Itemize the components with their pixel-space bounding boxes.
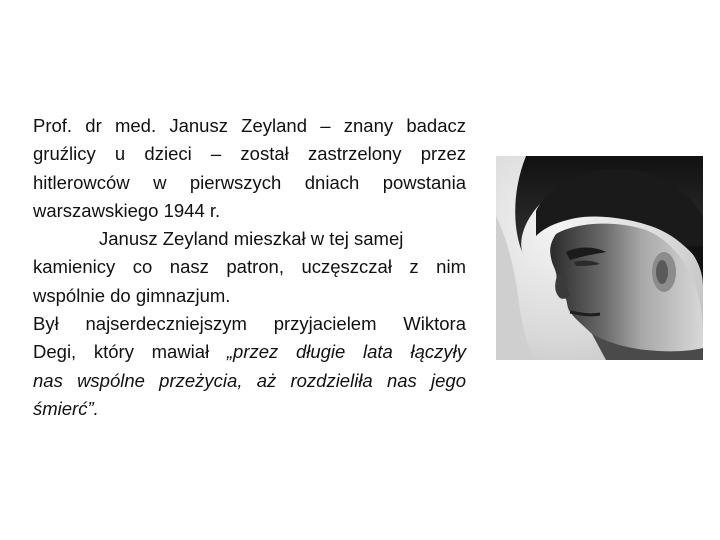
quote-line — [33, 367, 466, 395]
text-line: hitlerowców w pierwszych dniach powstania — [33, 171, 466, 193]
text-line: Prof. dr med. Janusz Zeyland – znany badacz — [33, 115, 466, 136]
quote-line — [33, 395, 466, 423]
quote-fragment: nas wspólne przeżycia, aż rozdzieliła nas jego — [33, 369, 466, 391]
quote-fragment: „przez długie lata łączyły — [226, 341, 467, 363]
paragraph-residence — [33, 225, 466, 310]
text-line: Był najserdeczniejszym przyjacielem Wiktora — [33, 313, 466, 335]
text-line: warszawskiego 1944 r. — [33, 199, 221, 221]
text-fragment: Degi, który mawiał — [33, 341, 227, 363]
biography-text — [33, 112, 466, 423]
text-line: kamienicy co nasz patron, uczęszczał z nim — [33, 256, 466, 278]
text-line-with-quote — [33, 338, 466, 366]
quote-fragment: śmierć”. — [33, 397, 99, 419]
text-line: wspólnie do gimnazjum. — [33, 284, 231, 306]
text-line: Janusz Zeyland mieszkał w tej samej — [99, 228, 404, 250]
paragraph-intro — [33, 112, 466, 225]
portrait-photo-icon — [496, 156, 703, 360]
paragraph-friendship — [33, 310, 466, 423]
text-line: gruźlicy u dzieci – został zastrzelony przez — [33, 143, 466, 165]
